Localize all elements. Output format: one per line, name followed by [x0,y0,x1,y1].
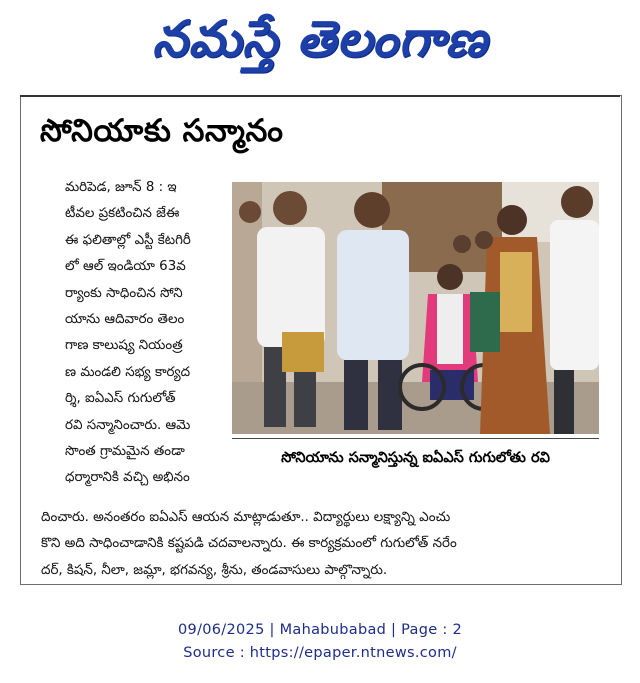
newspaper-masthead: నమస్తే తెలంగాణ [152,10,488,68]
article-line: దించారు. అనంతరం ఐఏఎస్ ఆయన మాట్లాడుతూ.. విద్యార్థులు లక్ష్యాన్ని ఎంచు [41,510,451,525]
article-line: ఈ ఫలితాల్లో ఎస్టీ కేటగిరీ [65,232,191,248]
article-line: రవి సన్మానించారు. ఆమె [65,417,191,433]
felicitation-photo-illustration [232,182,599,434]
article-line: ర్యాంకు సాధించిన సోని [65,285,183,301]
article-photo [232,182,599,434]
article-line: లో ఆల్ ఇండియా 63వ [65,259,186,275]
source-link: Source : https://epaper.ntnews.com/ [183,645,457,661]
photo-caption: సోనియాను సన్మానిస్తున్న ఐఏఎస్ గుగులోతు రవి [232,438,599,477]
article-line: మరిపెడ, జూన్ 8 : ఇ [65,180,177,195]
article-headline: సోనియాకు సన్మానం [40,113,284,149]
edition-info: 09/06/2025 | Mahabubabad | Page : 2 [178,622,462,638]
article-line: దర్, కిషన్, నీలా, జమ్లా, భగవన్య, శ్రీను, తండవాసులు పాల్గొన్నారు. [41,562,388,578]
article-line: ణ మండలి సభ్య కార్యద [65,364,191,380]
article-wide-paragraph [41,505,601,584]
article-line: సొంత గ్రామమైన తండా [65,444,185,460]
article-line: టీవల ప్రకటించిన జేఈ [65,206,180,222]
clipping-top-rule [20,95,620,97]
article-line: గాణ కాలుష్య నియంత్ర [65,338,183,354]
article-line: యాను ఆదివారం తెలం [65,312,185,328]
article-line: ర్శి, ఐఏఎస్ గుగులోత్ [65,391,176,407]
article-narrow-column [65,175,230,492]
article-line: ధర్మారానికి వచ్చి అభినం [65,470,190,486]
article-line: కొని అది సాధించాడానికి కష్టపడి చదవాలన్నారు. ఈ కార్యక్రమంలో గుగులోత్ నరేం [41,536,457,552]
